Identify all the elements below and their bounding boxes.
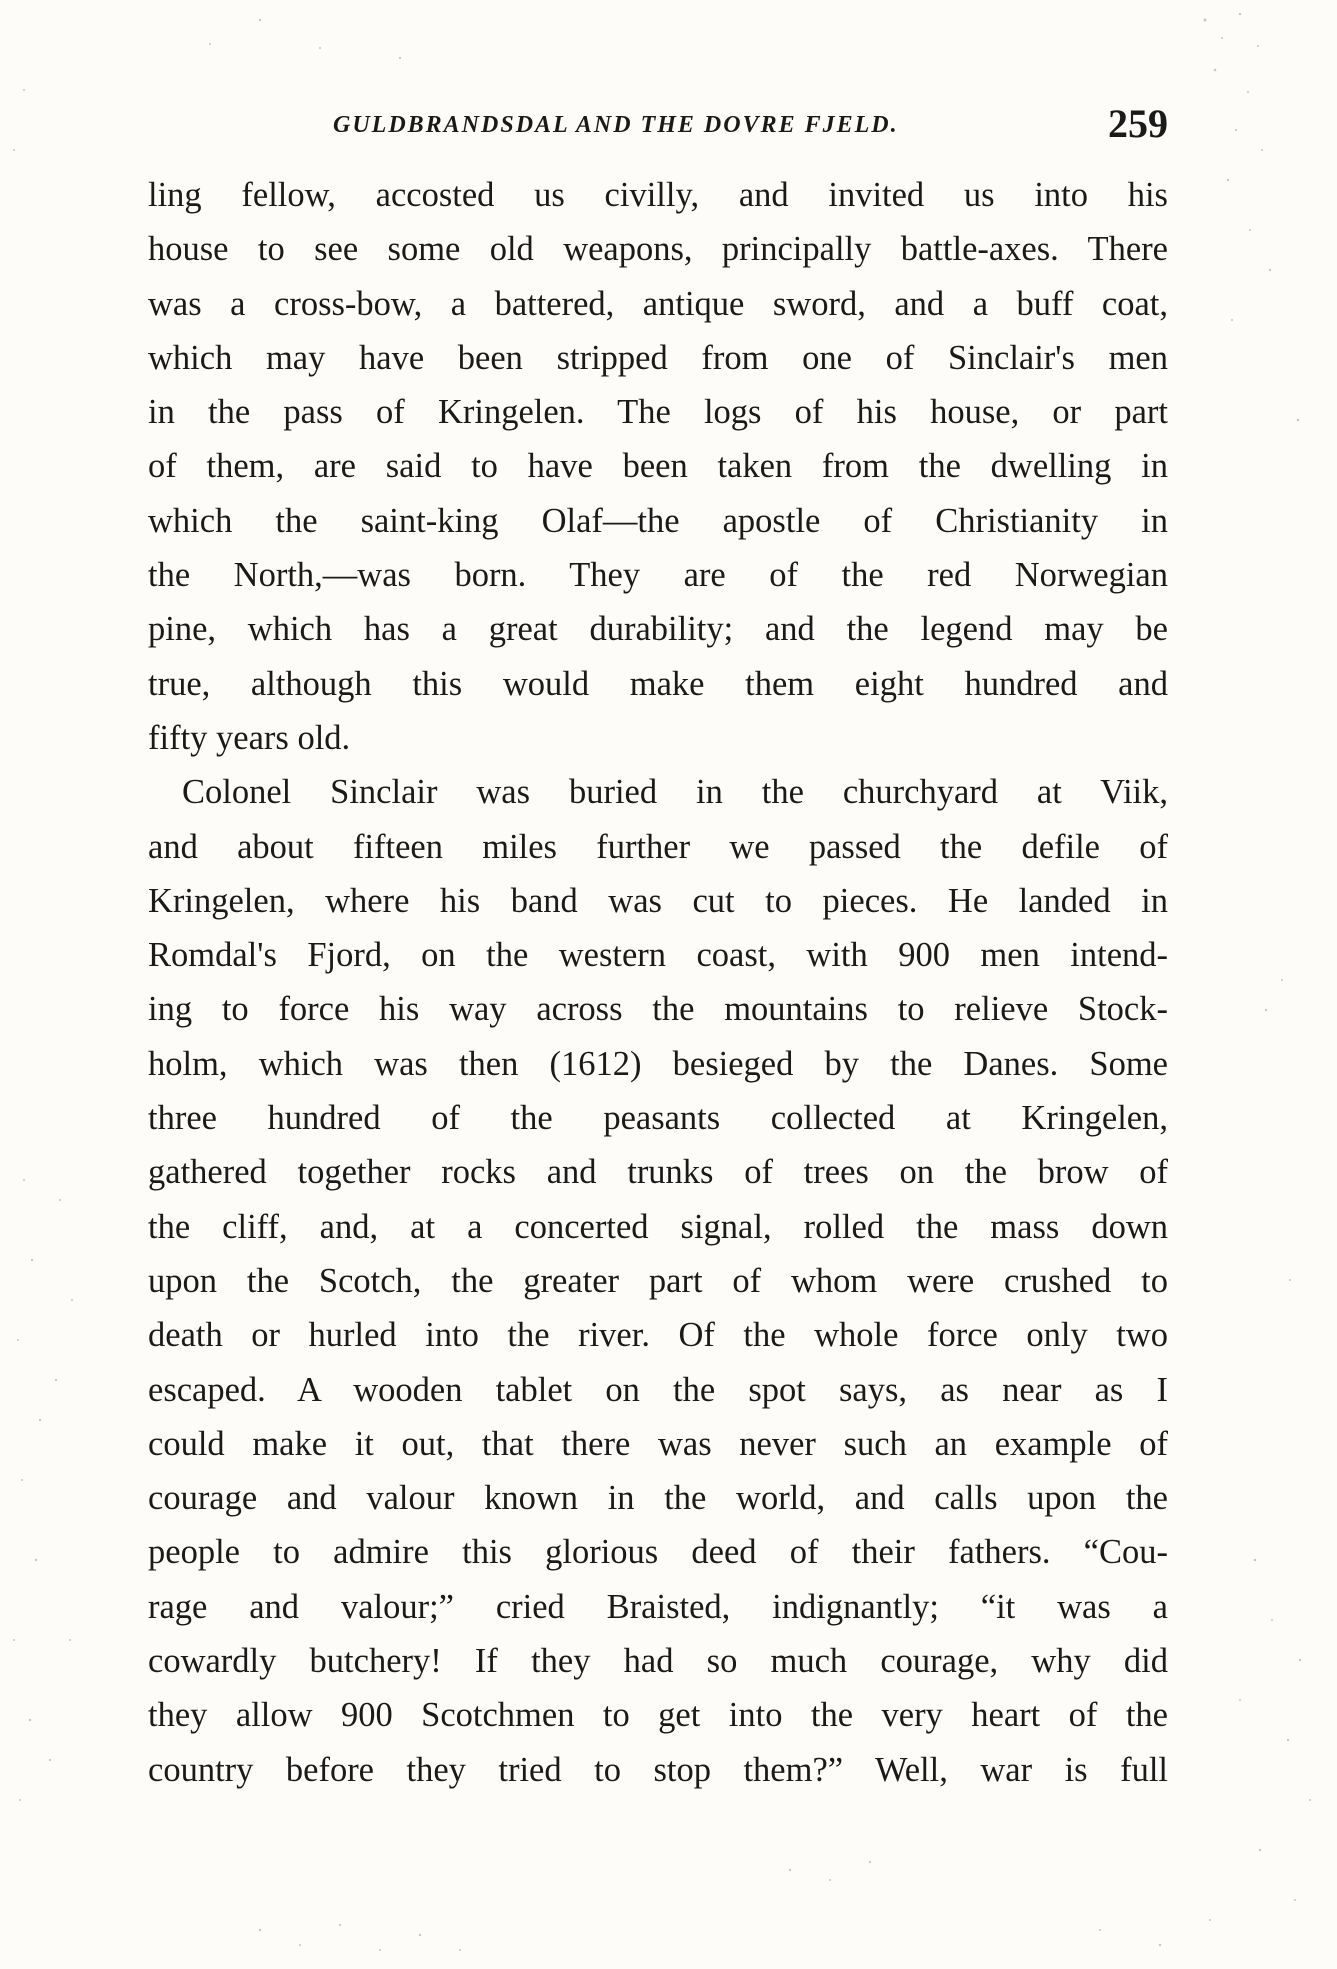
text-line: rage and valour;” cried Braisted, indignantly; “it was a (148, 1587, 1168, 1626)
text-line: true, although this would make them eight hundred and (148, 664, 1168, 703)
paragraph (148, 765, 1168, 1797)
text-line: house to see some old weapons, principally battle-axes. There (148, 230, 1168, 269)
text-line: they allow 900 Scotchmen to get into the very heart of the (148, 1696, 1168, 1735)
text-line: which the saint-king Olaf—the apostle of Christianity in (148, 501, 1168, 540)
text-line: Colonel Sinclair was buried in the churchyard at Viik, (182, 773, 1168, 812)
page-number: 259 (1108, 101, 1168, 146)
text-line: courage and valour known in the world, and calls upon the (148, 1479, 1168, 1518)
paragraph (148, 168, 1168, 765)
text-line: could make it out, that there was never such an example of (148, 1424, 1168, 1463)
text-line: was a cross-bow, a battered, antique sword, and a buff coat, (148, 284, 1168, 323)
text-line: ling fellow, accosted us civilly, and invited us into his (148, 176, 1168, 214)
text-line: fifty years old. (148, 718, 351, 757)
running-title: GULDBRANDSDAL AND THE DOVRE FJELD. (333, 112, 899, 138)
page-header (148, 100, 1168, 160)
text-line: gathered together rocks and trunks of trees on the brow of (148, 1153, 1168, 1192)
text-line: upon the Scotch, the greater part of whom were crushed to (148, 1261, 1168, 1300)
text-line: holm, which was then (1612) besieged by the Danes. Some (148, 1044, 1168, 1083)
text-line: of them, are said to have been taken from the dwelling in (148, 447, 1168, 486)
text-line: which may have been stripped from one of Sinclair's men (148, 338, 1168, 377)
text-line: cowardly butchery! If they had so much courage, why did (148, 1642, 1168, 1681)
text-line: the cliff, and, at a concerted signal, rolled the mass down (148, 1207, 1168, 1246)
text-line: the North,—was born. They are of the red Norwegian (148, 556, 1168, 595)
text-line: Romdal's Fjord, on the western coast, with 900 men intend- (148, 936, 1168, 975)
text-line: death or hurled into the river. Of the whole force only two (148, 1316, 1168, 1355)
text-line: people to admire this glorious deed of their fathers. “Cou- (148, 1533, 1168, 1572)
text-line: pine, which has a great durability; and the legend may be (148, 610, 1168, 649)
text-line: ing to force his way across the mountains to relieve Stock- (148, 990, 1168, 1029)
text-line: Kringelen, where his band was cut to pieces. He landed in (148, 881, 1168, 920)
text-line: in the pass of Kringelen. The logs of his house, or part (148, 393, 1168, 432)
text-line: three hundred of the peasants collected at Kringelen, (148, 1099, 1168, 1138)
text-line: and about fifteen miles further we passed the defile of (148, 827, 1168, 866)
text-line: escaped. A wooden tablet on the spot says, as near as I (148, 1370, 1168, 1409)
body-text (148, 168, 1168, 1797)
text-line: country before they tried to stop them?” Well, war is full (148, 1750, 1168, 1789)
